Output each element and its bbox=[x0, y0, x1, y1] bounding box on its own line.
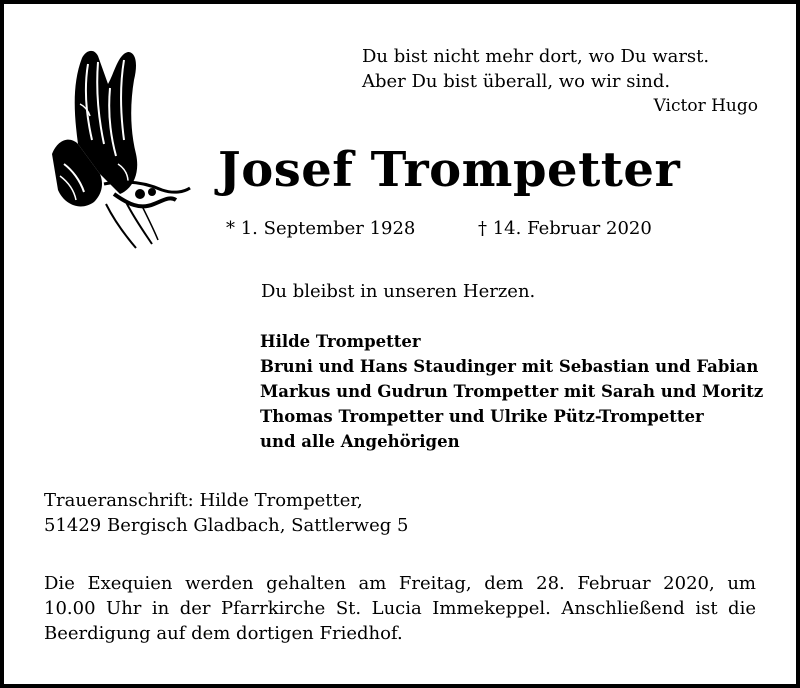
mourner-line: Bruni und Hans Staudinger mit Sebastian und Fabian bbox=[260, 357, 759, 376]
service-line-3: Beerdigung auf dem dortigen Friedhof. bbox=[44, 623, 403, 644]
service-line-1: Die Exequien werden gehalten am Freitag, dem 28. Februar 2020, um bbox=[44, 573, 756, 594]
death-date: † 14. Februar 2020 bbox=[478, 218, 652, 239]
tagline: Du bleibst in unseren Herzen. bbox=[261, 281, 536, 302]
mourner-line: und alle Angehörigen bbox=[260, 432, 460, 451]
address-line-2: 51429 Bergisch Gladbach, Sattlerweg 5 bbox=[44, 515, 409, 536]
funeral-service-text bbox=[44, 571, 756, 646]
praying-hands-icon bbox=[44, 44, 194, 254]
mourner-line: Hilde Trompetter bbox=[260, 332, 421, 351]
address-line-1: Traueranschrift: Hilde Trompetter, bbox=[44, 490, 363, 511]
mourning-address bbox=[44, 488, 408, 538]
birth-date: * 1. September 1928 bbox=[226, 218, 416, 239]
service-line-2: 10.00 Uhr in der Pfarrkirche St. Lucia Immekeppel. Anschließend ist die bbox=[44, 598, 756, 619]
quote-line-2: Aber Du bist überall, wo wir sind. bbox=[362, 71, 671, 92]
quote-author: Victor Hugo bbox=[653, 96, 758, 116]
mourner-line: Thomas Trompetter und Ulrike Pütz-Trompetter bbox=[260, 407, 704, 426]
mourners-list bbox=[260, 329, 763, 454]
mourner-line: Markus und Gudrun Trompetter mit Sarah und Moritz bbox=[260, 382, 764, 401]
quote-line-1: Du bist nicht mehr dort, wo Du warst. bbox=[362, 46, 710, 67]
deceased-name: Josef Trompetter bbox=[218, 142, 681, 198]
